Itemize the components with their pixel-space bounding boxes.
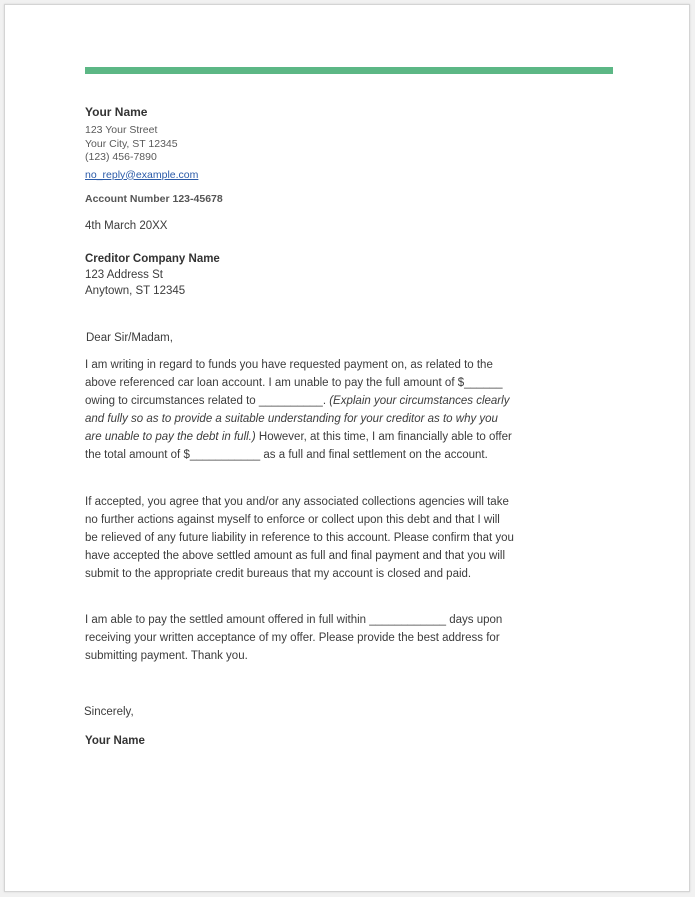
body-paragraph-3: I am able to pay the settled amount offered in full within ____________ days upon receiving your written acceptance of my offer. Please provide the best address for submitting payment. Thank you.: [85, 614, 503, 662]
signature-name: Your Name: [85, 735, 145, 747]
sender-city: Your City, ST 12345: [85, 137, 178, 150]
paragraph-1-text-a: I am writing in regard to funds you have requested payment on, as related to the above referenced car loan account. I am unable to pay the full amount of $______ owing to circumstances related to __________.: [85, 359, 503, 407]
sender-block: [85, 105, 485, 183]
header-accent-bar: [85, 67, 613, 74]
recipient-block: [85, 253, 220, 299]
closing: Sincerely,: [84, 706, 134, 718]
letter-date: 4th March 20XX: [85, 220, 168, 232]
paragraph-1-text-b: However, at this time, I am financially able to offer the total amount of $___________ as a full and final settlement on the account.: [85, 430, 512, 461]
recipient-street: 123 Address St: [85, 269, 163, 281]
body-paragraph-2: If accepted, you agree that you and/or any associated collections agencies will take no further actions against myself to enforce or collect upon this debt and that I will be relieved of any future liability in reference to this account. Please confirm that you have accepted the above settled amount as full and final payment and that you will submit to the appropriate credit bureaus that my account is closed and paid.: [85, 496, 514, 580]
paragraph-1-italic-note: (Explain your circumstances clearly and fully so as to provide a suitable understanding for your creditor as to why you are unable to pay the debt in full.): [85, 394, 510, 443]
sender-phone: (123) 456-7890: [85, 151, 157, 163]
sender-email-link[interactable]: no_reply@example.com: [85, 168, 199, 181]
salutation: Dear Sir/Madam,: [86, 332, 173, 344]
recipient-city: Anytown, ST 12345: [85, 284, 186, 297]
sender-name: Your Name: [85, 105, 148, 119]
body-paragraph-1: [85, 357, 515, 464]
letter-page: [4, 4, 690, 892]
account-number: Account Number 123-45678: [85, 193, 223, 205]
recipient-name: Creditor Company Name: [85, 253, 220, 265]
sender-street: 123 Your Street: [85, 124, 158, 136]
